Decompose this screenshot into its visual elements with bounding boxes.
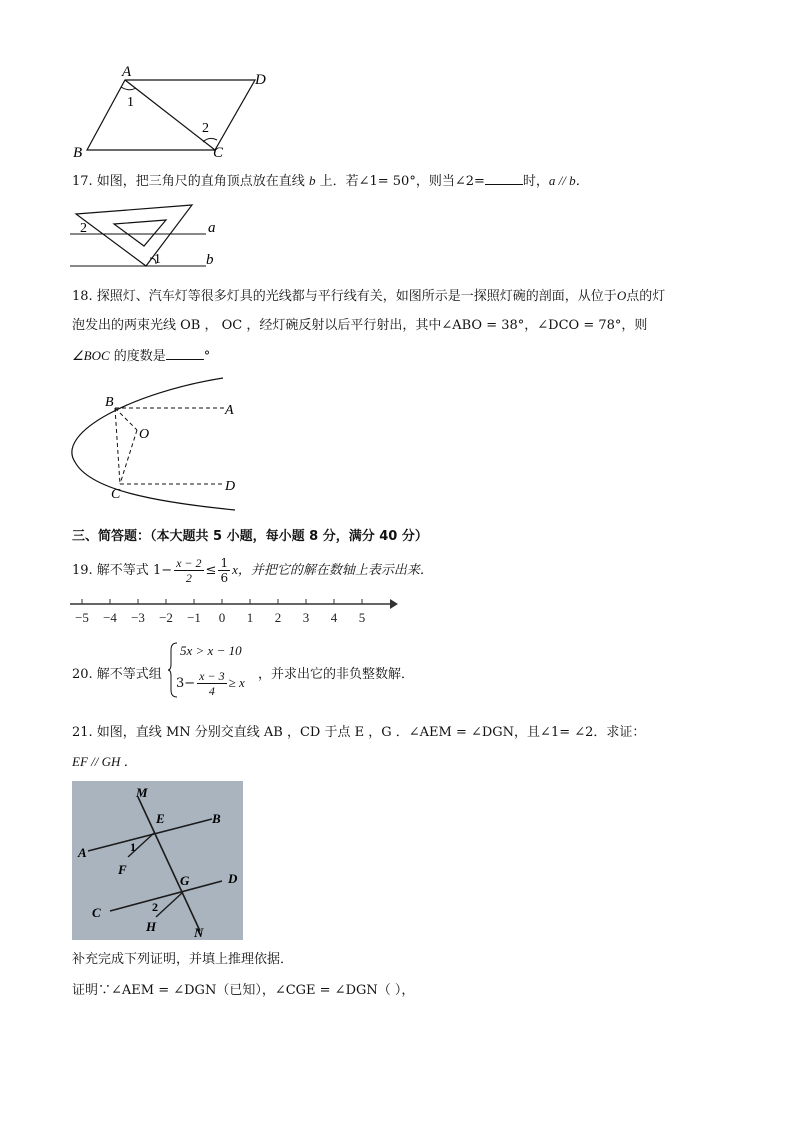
- label-H: H: [146, 919, 157, 934]
- tick-label: −5: [75, 610, 89, 625]
- label-A: A: [122, 64, 132, 80]
- q19-tail: x，并把它的解在数轴上表示出来．: [232, 562, 433, 577]
- label-M: M: [136, 785, 148, 800]
- q18-line1-tail: 点的灯: [626, 289, 666, 304]
- angle-boc: ∠BOC: [72, 348, 110, 363]
- q17-tail: a // b．: [548, 173, 589, 188]
- var-o: O: [616, 288, 627, 303]
- tick-label: −4: [103, 610, 117, 625]
- label-A: A: [225, 403, 234, 418]
- eq2-suffix: ≥ x: [228, 675, 245, 690]
- label-A: A: [78, 845, 87, 860]
- q20-prefix-text: 20. 解不等式组: [72, 667, 162, 682]
- tick-label: 4: [330, 610, 338, 625]
- fraction-1-over-6: [218, 556, 230, 585]
- answer-blank-17[interactable]: [485, 172, 523, 185]
- fraction-x-minus-3-over-4: [197, 669, 226, 698]
- label-B: B: [212, 811, 221, 826]
- question-20-prefix: [72, 666, 162, 684]
- eq2-prefix: 3−: [176, 676, 196, 691]
- number-line: [68, 596, 400, 628]
- fraction-x-minus-2-over-2: [174, 556, 203, 585]
- tick-label: 1: [246, 610, 254, 625]
- q17-text: 17. 如图，把三角尺的直角顶点放在直线: [72, 174, 309, 189]
- figure-21-photo: [72, 781, 243, 940]
- question-18-line1: [72, 287, 665, 306]
- triangle-ruler-figure: [68, 200, 228, 272]
- q17-text-b: 上．若∠1= 50°，则当∠2=: [315, 174, 485, 189]
- line-b-label: b: [206, 252, 214, 268]
- numerator: 1: [220, 556, 229, 570]
- label-B: B: [105, 395, 114, 410]
- tick-label: 5: [358, 610, 366, 625]
- proof-line1[interactable]: 证明∵∠AEM = ∠DGN（已知），∠CGE = ∠DGN（ ），: [72, 983, 415, 998]
- q19-prefix: 19. 解不等式 1−: [72, 563, 173, 578]
- label-G: G: [180, 873, 190, 888]
- label-C: C: [213, 145, 224, 161]
- label-E: E: [156, 811, 165, 826]
- angle-1-label: 1: [130, 840, 136, 854]
- leq-sign: ≤: [205, 563, 217, 578]
- denominator: 6: [220, 571, 229, 585]
- angle-1-label: 1: [127, 95, 134, 110]
- question-18-line3: [72, 347, 210, 366]
- question-17: [72, 172, 589, 191]
- reflector-figure: [65, 372, 255, 512]
- denominator: 2: [185, 571, 192, 585]
- tick-label: 0: [218, 610, 226, 625]
- q18-line2-text: 泡发出的两束光线 OB ， OC ，经灯碗反射以后平行射出，其中∠ABO = 38°，∠DCO = 78°，则: [72, 318, 648, 333]
- label-D: D: [255, 72, 266, 88]
- tick-label: 3: [302, 610, 310, 625]
- inequality-2: [176, 668, 245, 699]
- label-C: C: [92, 905, 101, 920]
- degree-sign: °: [203, 349, 211, 364]
- question-21-line2: EF // GH ．: [72, 754, 137, 769]
- line-a-label: a: [208, 220, 216, 236]
- label-O: O: [139, 427, 150, 442]
- tick-label: 2: [274, 610, 282, 625]
- angle-2-label: 2: [80, 221, 87, 236]
- parallelogram-figure: [65, 62, 280, 162]
- label-D: D: [228, 871, 238, 886]
- answer-blank-18[interactable]: [166, 347, 204, 360]
- question-19: [72, 552, 433, 589]
- inequality-1: 5x > x − 10: [180, 643, 242, 658]
- question-20-tail: ，并求出它的非负整数解．: [258, 667, 415, 682]
- question-18-line2: [72, 317, 647, 335]
- section-3-title: 三、简答题：（本大题共 5 小题，每小题 8 分，满分 40 分）: [72, 529, 428, 544]
- angle-2-label: 2: [202, 121, 209, 136]
- proof-intro: 补充完成下列证明，并填上推理依据．: [72, 952, 294, 967]
- numerator: x − 3: [199, 669, 225, 683]
- numerator: x − 2: [176, 556, 202, 570]
- label-N: N: [194, 925, 204, 940]
- label-D: D: [225, 479, 236, 494]
- label-B: B: [73, 145, 83, 161]
- angle-2-label: 2: [152, 900, 158, 914]
- tick-label: −3: [131, 610, 145, 625]
- label-C: C: [111, 487, 121, 502]
- q18-line3-text: 的度数是: [109, 349, 166, 364]
- q18-line1-text: 18. 探照灯、汽车灯等很多灯具的光线都与平行线有关，如图所示是一探照灯碗的剖面，从位于: [72, 289, 617, 304]
- angle-1-label: 1: [154, 252, 161, 267]
- tick-label: −1: [187, 610, 201, 625]
- denominator: 4: [208, 684, 215, 698]
- q17-text-c: 时，: [522, 174, 549, 189]
- label-F: F: [118, 862, 127, 877]
- var-b: b: [308, 173, 316, 188]
- question-21-line1: 21. 如图，直线 MN 分别交直线 AB ，CD 于点 E ，G ．∠AEM = ∠DGN，且∠1= ∠2．求证：: [72, 725, 646, 740]
- tick-label: −2: [159, 610, 173, 625]
